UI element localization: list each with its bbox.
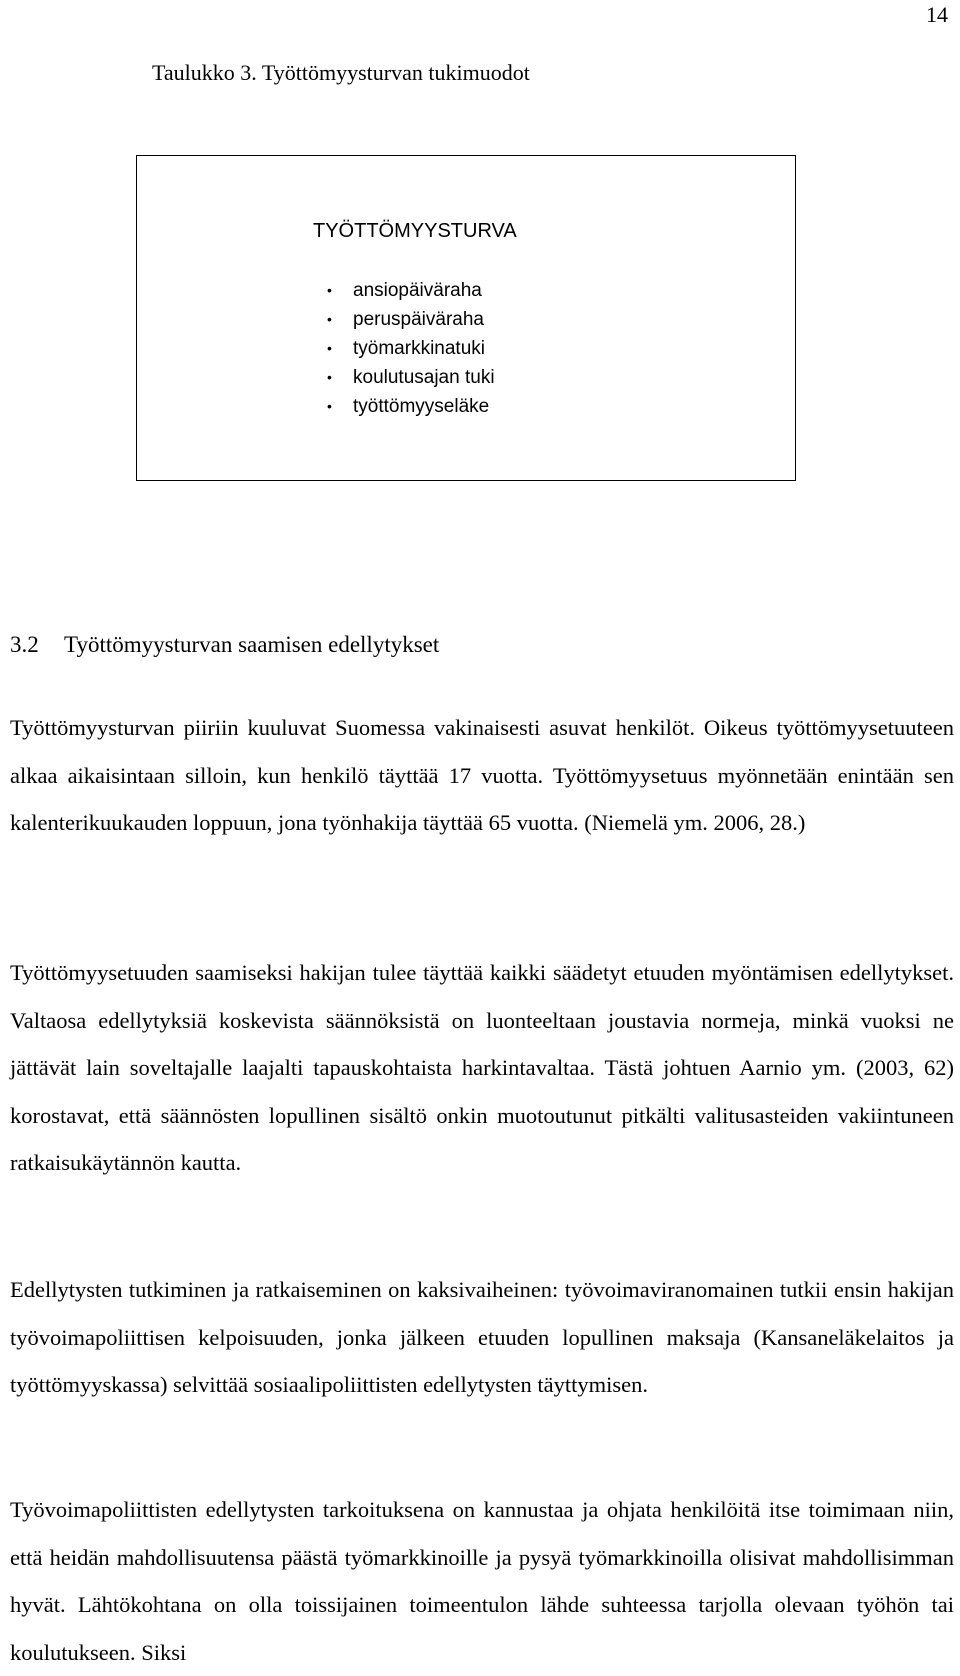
- list-item-label: peruspäiväraha: [353, 309, 484, 330]
- list-item-label: työttömyyseläke: [353, 396, 490, 417]
- support-forms-box: [136, 155, 796, 481]
- paragraph: Työvoimapoliittisten edellytysten tarkoituksena on kannustaa ja ohjata henkilöitä itse toimimaan niin, että heidän mahdollisuutensa päästä työmarkkinoille ja pysyä työmarkkinoilla olisivat mahdollisimman hyvät. Lähtökohtana on olla toissijainen toimeentulon lähde suhteessa tarjolla olevaan työhön tai koulutukseen. Siksi: [10, 1497, 954, 1665]
- bullet-icon: •: [327, 282, 332, 298]
- box-title: TYÖTTÖMYYSTURVA: [313, 220, 517, 242]
- list-item: [327, 305, 495, 334]
- support-forms-list: [327, 276, 495, 421]
- section-title: Työttömyysturvan saamisen edellytykset: [64, 632, 440, 657]
- page-number: 14: [926, 2, 948, 27]
- bullet-icon: •: [327, 369, 332, 385]
- list-item-label: työmarkkinatuki: [353, 338, 485, 359]
- list-item-label: koulutusajan tuki: [353, 367, 495, 388]
- paragraph: Edellytysten tutkiminen ja ratkaiseminen on kaksivaiheinen: työvoimaviranomainen tutkii ensin hakijan työvoimapoliittisen kelpoisuuden, jonka jälkeen etuuden lopullinen maksaja (Kansaneläkelaitos ja työttömyyskassa) selvittää sosiaalipoliittisten edellytysten täyttymisen.: [10, 1277, 954, 1397]
- bullet-icon: •: [327, 311, 332, 327]
- bullet-icon: •: [327, 398, 332, 414]
- list-item: [327, 276, 495, 305]
- section-heading: [10, 632, 439, 658]
- list-item: [327, 392, 495, 421]
- bullet-icon: •: [327, 340, 332, 356]
- list-item: [327, 363, 495, 392]
- paragraph: Työttömyysturvan piiriin kuuluvat Suomessa vakinaisesti asuvat henkilöt. Oikeus työttömyysetuuteen alkaa aikaisintaan silloin, kun henkilö täyttää 17 vuotta. Työttömyysetuus myönnetään enintään sen kalenterikuukauden loppuun, jona työnhakija täyttää 65 vuotta. (Niemelä ym. 2006, 28.): [10, 715, 954, 835]
- section-number: 3.2: [10, 632, 39, 657]
- list-item-label: ansiopäiväraha: [353, 280, 482, 301]
- paragraph: Työttömyysetuuden saamiseksi hakijan tulee täyttää kaikki säädetyt etuuden myöntämisen edellytykset. Valtaosa edellytyksiä koskevista säännöksistä on luonteeltaan joustavia normeja, minkä vuoksi ne jättävät lain soveltajalle laajalti tapauskohtaista harkintavaltaa. Tästä johtuen Aarnio ym. (2003, 62) korostavat, että säännösten lopullinen sisältö onkin muotoutunut pitkälti valitusasteiden vakiintuneen ratkaisukäytännön kautta.: [10, 960, 954, 1175]
- list-item: [327, 334, 495, 363]
- table-caption: Taulukko 3. Työttömyysturvan tukimuodot: [152, 60, 530, 85]
